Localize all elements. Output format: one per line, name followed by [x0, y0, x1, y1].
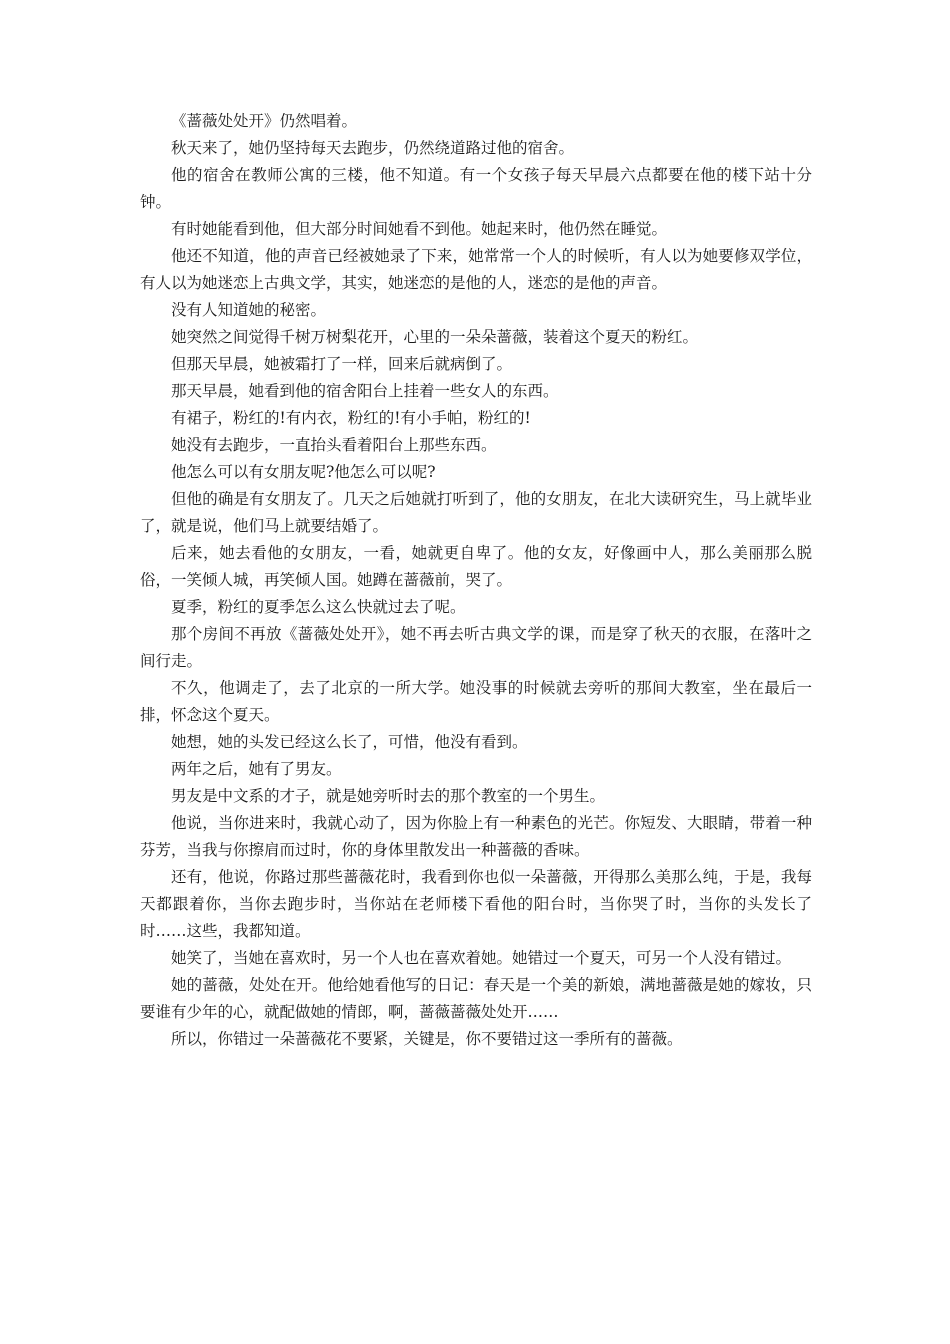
paragraph-10: 有裙子，粉红的!有内衣，粉红的!有小手帕，粉红的! — [171, 409, 531, 427]
paragraph-9: 那天早晨，她看到他的宿舍阳台上挂着一些女人的东西。 — [171, 382, 559, 400]
paragraph-25: 所以，你错过一朵蔷薇花不要紧，关键是，你不要错过这一季所有的蔷薇。 — [171, 1030, 683, 1048]
paragraph-15: 夏季，粉红的夏季怎么这么快就过去了呢。 — [171, 598, 466, 616]
paragraph-14: 后来，她去看他的女朋友，一看，她就更自卑了。他的女友，好像画中人，那么美丽那么脱俗，一笑倾人城，再笑倾人国。她蹲在蔷薇前，哭了。 — [140, 544, 812, 589]
paragraph-19: 两年之后，她有了男友。 — [171, 760, 342, 778]
paragraph-5: 他还不知道，他的声音已经被她录了下来，她常常一个人的时候听，有人以为她要修双学位，有人以为她迷恋上古典文学，其实，她迷恋的是他的人，迷恋的是他的声音。 — [140, 247, 812, 292]
paragraph-3: 他的宿舍在教师公寓的三楼，他不知道。有一个女孩子每天早晨六点都要在他的楼下站十分钟。 — [140, 166, 812, 211]
paragraph-2: 秋天来了，她仍坚持每天去跑步，仍然绕道路过他的宿舍。 — [171, 139, 575, 157]
paragraph-16: 那个房间不再放《蔷薇处处开》，她不再去听古典文学的课，而是穿了秋天的衣服，在落叶之间行走。 — [140, 625, 812, 670]
paragraph-11: 她没有去跑步，一直抬头看着阳台上那些东西。 — [171, 436, 497, 454]
paragraph-24: 她的蔷薇，处处在开。他给她看他写的日记：春天是一个美的新娘，满地蔷薇是她的嫁妆，只要谁有少年的心，就配做她的情郎，啊，蔷薇蔷薇处处开…… — [140, 976, 812, 1021]
paragraph-23: 她笑了，当她在喜欢时，另一个人也在喜欢着她。她错过一个夏天，可另一个人没有错过。 — [171, 949, 792, 967]
paragraph-8: 但那天早晨，她被霜打了一样，回来后就病倒了。 — [171, 355, 513, 373]
document-page — [140, 108, 812, 1053]
paragraph-1: 《蔷薇处处开》仍然唱着。 — [171, 112, 358, 130]
paragraph-6: 没有人知道她的秘密。 — [171, 301, 327, 319]
paragraph-20: 男友是中文系的才子，就是她旁听时去的那个教室的一个男生。 — [171, 787, 606, 805]
paragraph-18: 她想，她的头发已经这么长了，可惜，他没有看到。 — [171, 733, 528, 751]
paragraph-4: 有时她能看到他，但大部分时间她看不到他。她起来时，他仍然在睡觉。 — [171, 220, 668, 238]
paragraph-22: 还有，他说，你路过那些蔷薇花时，我看到你也似一朵蔷薇，开得那么美那么纯，于是，我每天都跟着你，当你去跑步时，当你站在老师楼下看他的阳台时，当你哭了时，当你的头发长了时……这些，我都知道。 — [140, 868, 812, 940]
paragraph-17: 不久，他调走了，去了北京的一所大学。她没事的时候就去旁听的那间大教室，坐在最后一排，怀念这个夏天。 — [140, 679, 812, 724]
paragraph-13: 但他的确是有女朋友了。几天之后她就打听到了，他的女朋友，在北大读研究生，马上就毕业了，就是说，他们马上就要结婚了。 — [140, 490, 812, 535]
paragraph-21: 他说，当你进来时，我就心动了，因为你脸上有一种素色的光芒。你短发、大眼睛，带着一种芬芳，当我与你擦肩而过时，你的身体里散发出一种蔷薇的香味。 — [140, 814, 812, 859]
paragraph-7: 她突然之间觉得千树万树梨花开，心里的一朵朵蔷薇，装着这个夏天的粉红。 — [171, 328, 699, 346]
paragraph-12: 他怎么可以有女朋友呢?他怎么可以呢? — [171, 463, 436, 481]
